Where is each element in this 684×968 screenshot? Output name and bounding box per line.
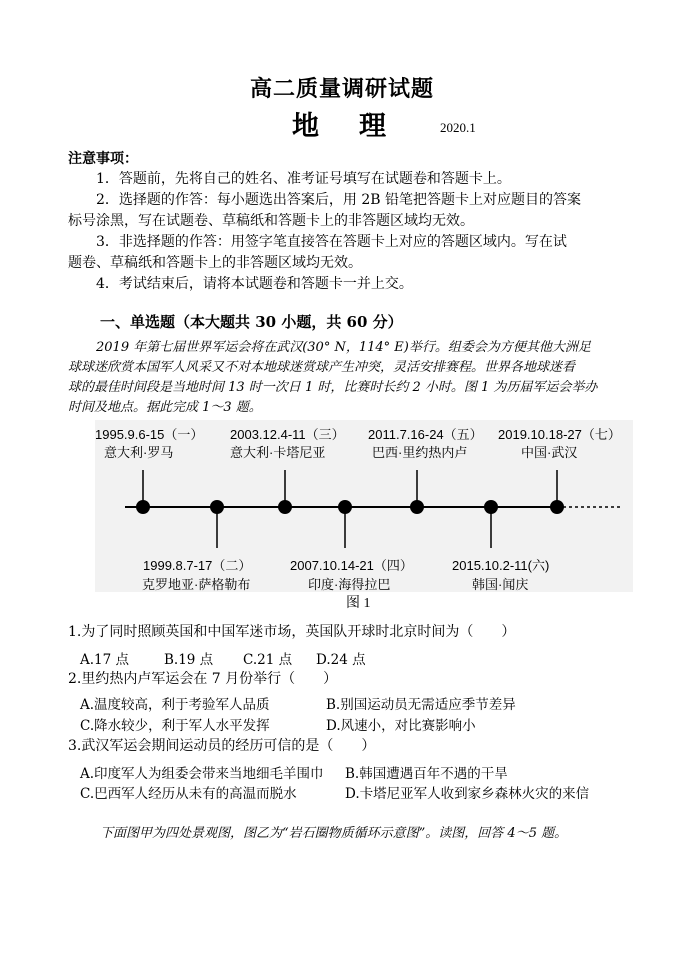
event-marker-4 (338, 500, 352, 514)
notice-line: 题卷、草稿纸和答题卡上的非答题区域均无效。 (68, 255, 362, 271)
event-place-4: 印度·海得拉巴 (308, 577, 391, 592)
q3-option-d: D.卡塔尼亚军人收到家乡森林火灾的来信 (345, 786, 590, 802)
event-marker-2 (210, 500, 224, 514)
event-marker-1 (136, 500, 150, 514)
question-1-stem: 1.为了同时照顾英国和中国军迷市场，英国队开球时北京时间为（ ） (68, 624, 516, 640)
event-marker-7 (550, 500, 564, 514)
event-date-3: 2003.12.4-11（三） (230, 427, 345, 442)
q1-option-c: C.21 点 (243, 652, 293, 668)
exam-title: 高二质量调研试题 (249, 77, 434, 102)
subject-title: 地理 (292, 111, 426, 142)
section-heading: 一、单选题（本大题共 30 小题，共 60 分） (100, 313, 403, 331)
question-3-stem: 3.武汉军运会期间运动员的经历可信的是（ ） (68, 738, 376, 754)
q1-option-d: D.24 点 (316, 652, 366, 668)
intro-line: 球的最佳时间段是当地时间 13 时一次日 1 时，比赛时长约 2 小时。图 1 为历届军运会举办 (68, 380, 598, 395)
q1-option-a: A.17 点 (80, 652, 130, 668)
q1-option-b: B.19 点 (164, 652, 214, 668)
event-place-2: 克罗地亚·萨格勒布 (142, 577, 251, 592)
notice-line: 标号涂黑，写在试题卷、草稿纸和答题卡上的非答题区域均无效。 (68, 213, 474, 229)
event-marker-5 (410, 500, 424, 514)
event-date-6: 2015.10.2-11(六) (452, 558, 550, 573)
event-marker-6 (484, 500, 498, 514)
intro-line: 时间及地点。据此完成 1～3 题。 (68, 400, 262, 415)
event-marker-3 (278, 500, 292, 514)
notice-heading: 注意事项： (68, 151, 138, 167)
event-place-5: 巴西·里约热内卢 (372, 445, 468, 460)
event-date-2: 1999.8.7-17（二） (143, 558, 252, 573)
intro-line: 球球迷欣赏本国军人风采又不对本地球迷赏球产生冲突，灵活安排赛程。世界各地球迷看 (68, 360, 576, 375)
notice-line: 3．非选择题的作答：用签字笔直接答在答题卡上对应的答题区域内。写在试 (96, 234, 567, 250)
event-date-4: 2007.10.14-21（四） (290, 558, 413, 573)
event-place-6: 韩国·闻庆 (472, 577, 529, 592)
q2-option-d: D.风速小，对比赛影响小 (326, 718, 476, 734)
exam-date: 2020.1 (440, 120, 476, 135)
q3-option-b: B.韩国遭遇百年不遇的干旱 (345, 766, 508, 782)
event-place-7: 中国·武汉 (521, 445, 578, 460)
notice-line: 2．选择题的作答：每小题选出答案后，用 2B 铅笔把答题卡上对应题目的答案 (96, 192, 582, 208)
q3-option-c: C.巴西军人经历从未有的高温而脱水 (80, 786, 297, 802)
figure-caption: 图 1 (346, 596, 371, 611)
event-date-1: 1995.9.6-15（一） (95, 427, 204, 442)
event-date-5: 2011.7.16-24（五） (368, 427, 483, 442)
next-section-intro: 下面图甲为四处景观图，图乙为“岩石圈物质循环示意图”。读图，回答 4～5 题。 (100, 826, 568, 841)
intro-line: 2019 年第七届世界军运会将在武汉(30° N，114° E)举行。组委会为方便其他大洲足 (96, 340, 591, 355)
event-date-7: 2019.10.18-27（七） (498, 427, 621, 442)
question-2-stem: 2.里约热内卢军运会在 7 月份举行（ ） (68, 671, 338, 687)
q2-option-a: A.温度较高，利于考验军人品质 (80, 697, 270, 713)
event-place-3: 意大利·卡塔尼亚 (230, 445, 326, 460)
q2-option-b: B.别国运动员无需适应季节差异 (326, 697, 516, 713)
notice-line: 1．答题前，先将自己的姓名、准考证号填写在试题卷和答题卡上。 (96, 171, 511, 187)
q2-option-c: C.降水较少，利于军人水平发挥 (80, 718, 270, 734)
notice-line: 4．考试结束后，请将本试题卷和答题卡一并上交。 (96, 276, 413, 292)
q3-option-a: A.印度军人为组委会带来当地细毛羊围巾 (80, 766, 324, 782)
event-place-1: 意大利·罗马 (104, 445, 174, 460)
